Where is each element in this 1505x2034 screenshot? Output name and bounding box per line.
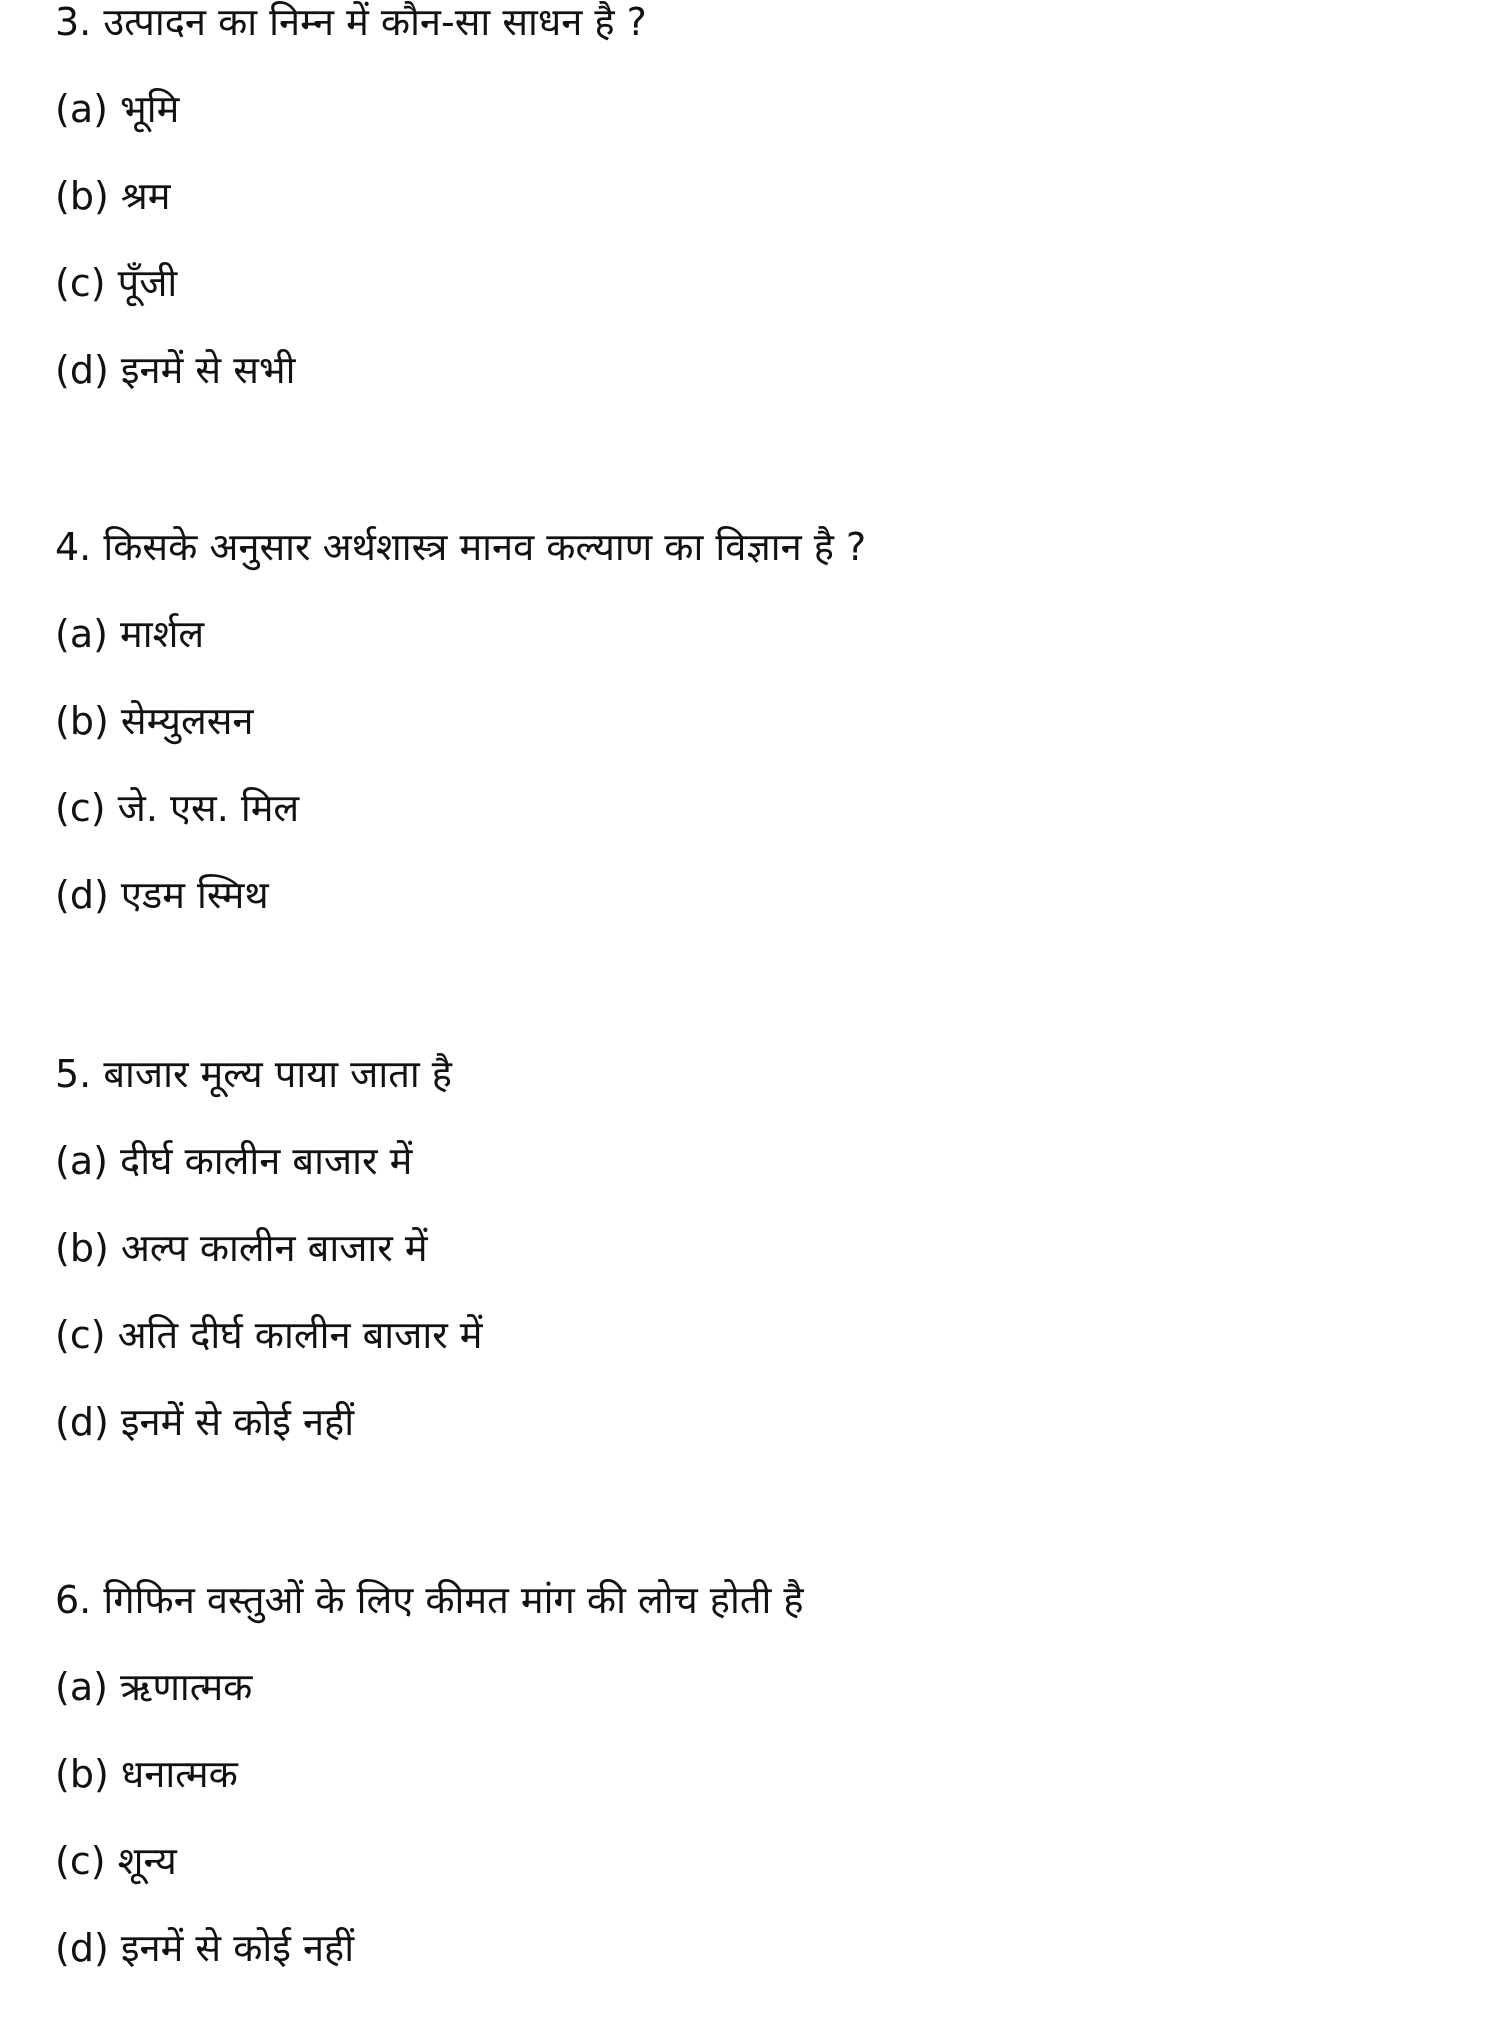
option-b xyxy=(55,174,1455,218)
option-key: (c) xyxy=(55,1839,106,1883)
option-key: (c) xyxy=(55,261,106,305)
option-a xyxy=(55,87,1455,131)
option-text: दीर्घ कालीन बाजार में xyxy=(120,1139,413,1183)
option-a xyxy=(55,1139,1455,1183)
question-text: बाजार मूल्य पाया जाता है xyxy=(103,1052,452,1096)
question-number: 3. xyxy=(55,0,92,44)
option-key: (b) xyxy=(55,1226,109,1270)
question-number: 6. xyxy=(55,1578,92,1622)
option-text: शून्य xyxy=(117,1839,177,1883)
question-number: 5. xyxy=(55,1052,92,1096)
option-key: (a) xyxy=(55,612,108,656)
option-text: इनमें से कोई नहीं xyxy=(120,1926,355,1970)
option-text: इनमें से सभी xyxy=(120,348,296,392)
option-d xyxy=(55,873,1455,917)
question-6 xyxy=(55,1578,1455,1970)
option-text: ऋणात्मक xyxy=(120,1665,253,1709)
option-text: एडम स्मिथ xyxy=(120,873,269,917)
option-key: (b) xyxy=(55,699,109,743)
question-text: गिफिन वस्तुओं के लिए कीमत मांग की लोच होती है xyxy=(103,1578,804,1622)
option-c xyxy=(55,1839,1455,1883)
option-text: इनमें से कोई नहीं xyxy=(120,1400,355,1444)
option-key: (c) xyxy=(55,1313,106,1357)
option-key: (d) xyxy=(55,1400,109,1444)
option-text: अल्प कालीन बाजार में xyxy=(120,1226,428,1270)
question-4-stem xyxy=(55,525,1455,569)
option-key: (a) xyxy=(55,87,108,131)
question-number: 4. xyxy=(55,525,92,569)
option-key: (c) xyxy=(55,786,106,830)
option-d xyxy=(55,348,1455,392)
question-5 xyxy=(55,1052,1455,1444)
question-3 xyxy=(55,0,1455,392)
option-key: (a) xyxy=(55,1665,108,1709)
question-4 xyxy=(55,525,1455,917)
option-a xyxy=(55,1665,1455,1709)
question-text: उत्पादन का निम्न में कौन-सा साधन है ? xyxy=(103,0,647,44)
option-key: (d) xyxy=(55,873,109,917)
option-text: जे. एस. मिल xyxy=(117,786,300,830)
option-text: धनात्मक xyxy=(120,1752,238,1796)
question-5-stem xyxy=(55,1052,1455,1096)
option-key: (d) xyxy=(55,348,109,392)
option-d xyxy=(55,1400,1455,1444)
option-c xyxy=(55,261,1455,305)
option-b xyxy=(55,699,1455,743)
option-c xyxy=(55,786,1455,830)
option-text: अति दीर्घ कालीन बाजार में xyxy=(117,1313,483,1357)
option-d xyxy=(55,1926,1455,1970)
option-text: पूँजी xyxy=(117,261,178,305)
option-a xyxy=(55,612,1455,656)
question-text: किसके अनुसार अर्थशास्त्र मानव कल्याण का विज्ञान है ? xyxy=(103,525,867,569)
option-b xyxy=(55,1752,1455,1796)
option-key: (b) xyxy=(55,174,109,218)
option-text: श्रम xyxy=(120,174,171,218)
option-key: (a) xyxy=(55,1139,108,1183)
option-b xyxy=(55,1226,1455,1270)
option-text: सेम्युलसन xyxy=(120,699,254,743)
option-text: भूमि xyxy=(120,87,180,131)
option-c xyxy=(55,1313,1455,1357)
option-key: (d) xyxy=(55,1926,109,1970)
option-text: मार्शल xyxy=(120,612,205,656)
question-3-stem xyxy=(55,0,1455,44)
option-key: (b) xyxy=(55,1752,109,1796)
question-6-stem xyxy=(55,1578,1455,1622)
